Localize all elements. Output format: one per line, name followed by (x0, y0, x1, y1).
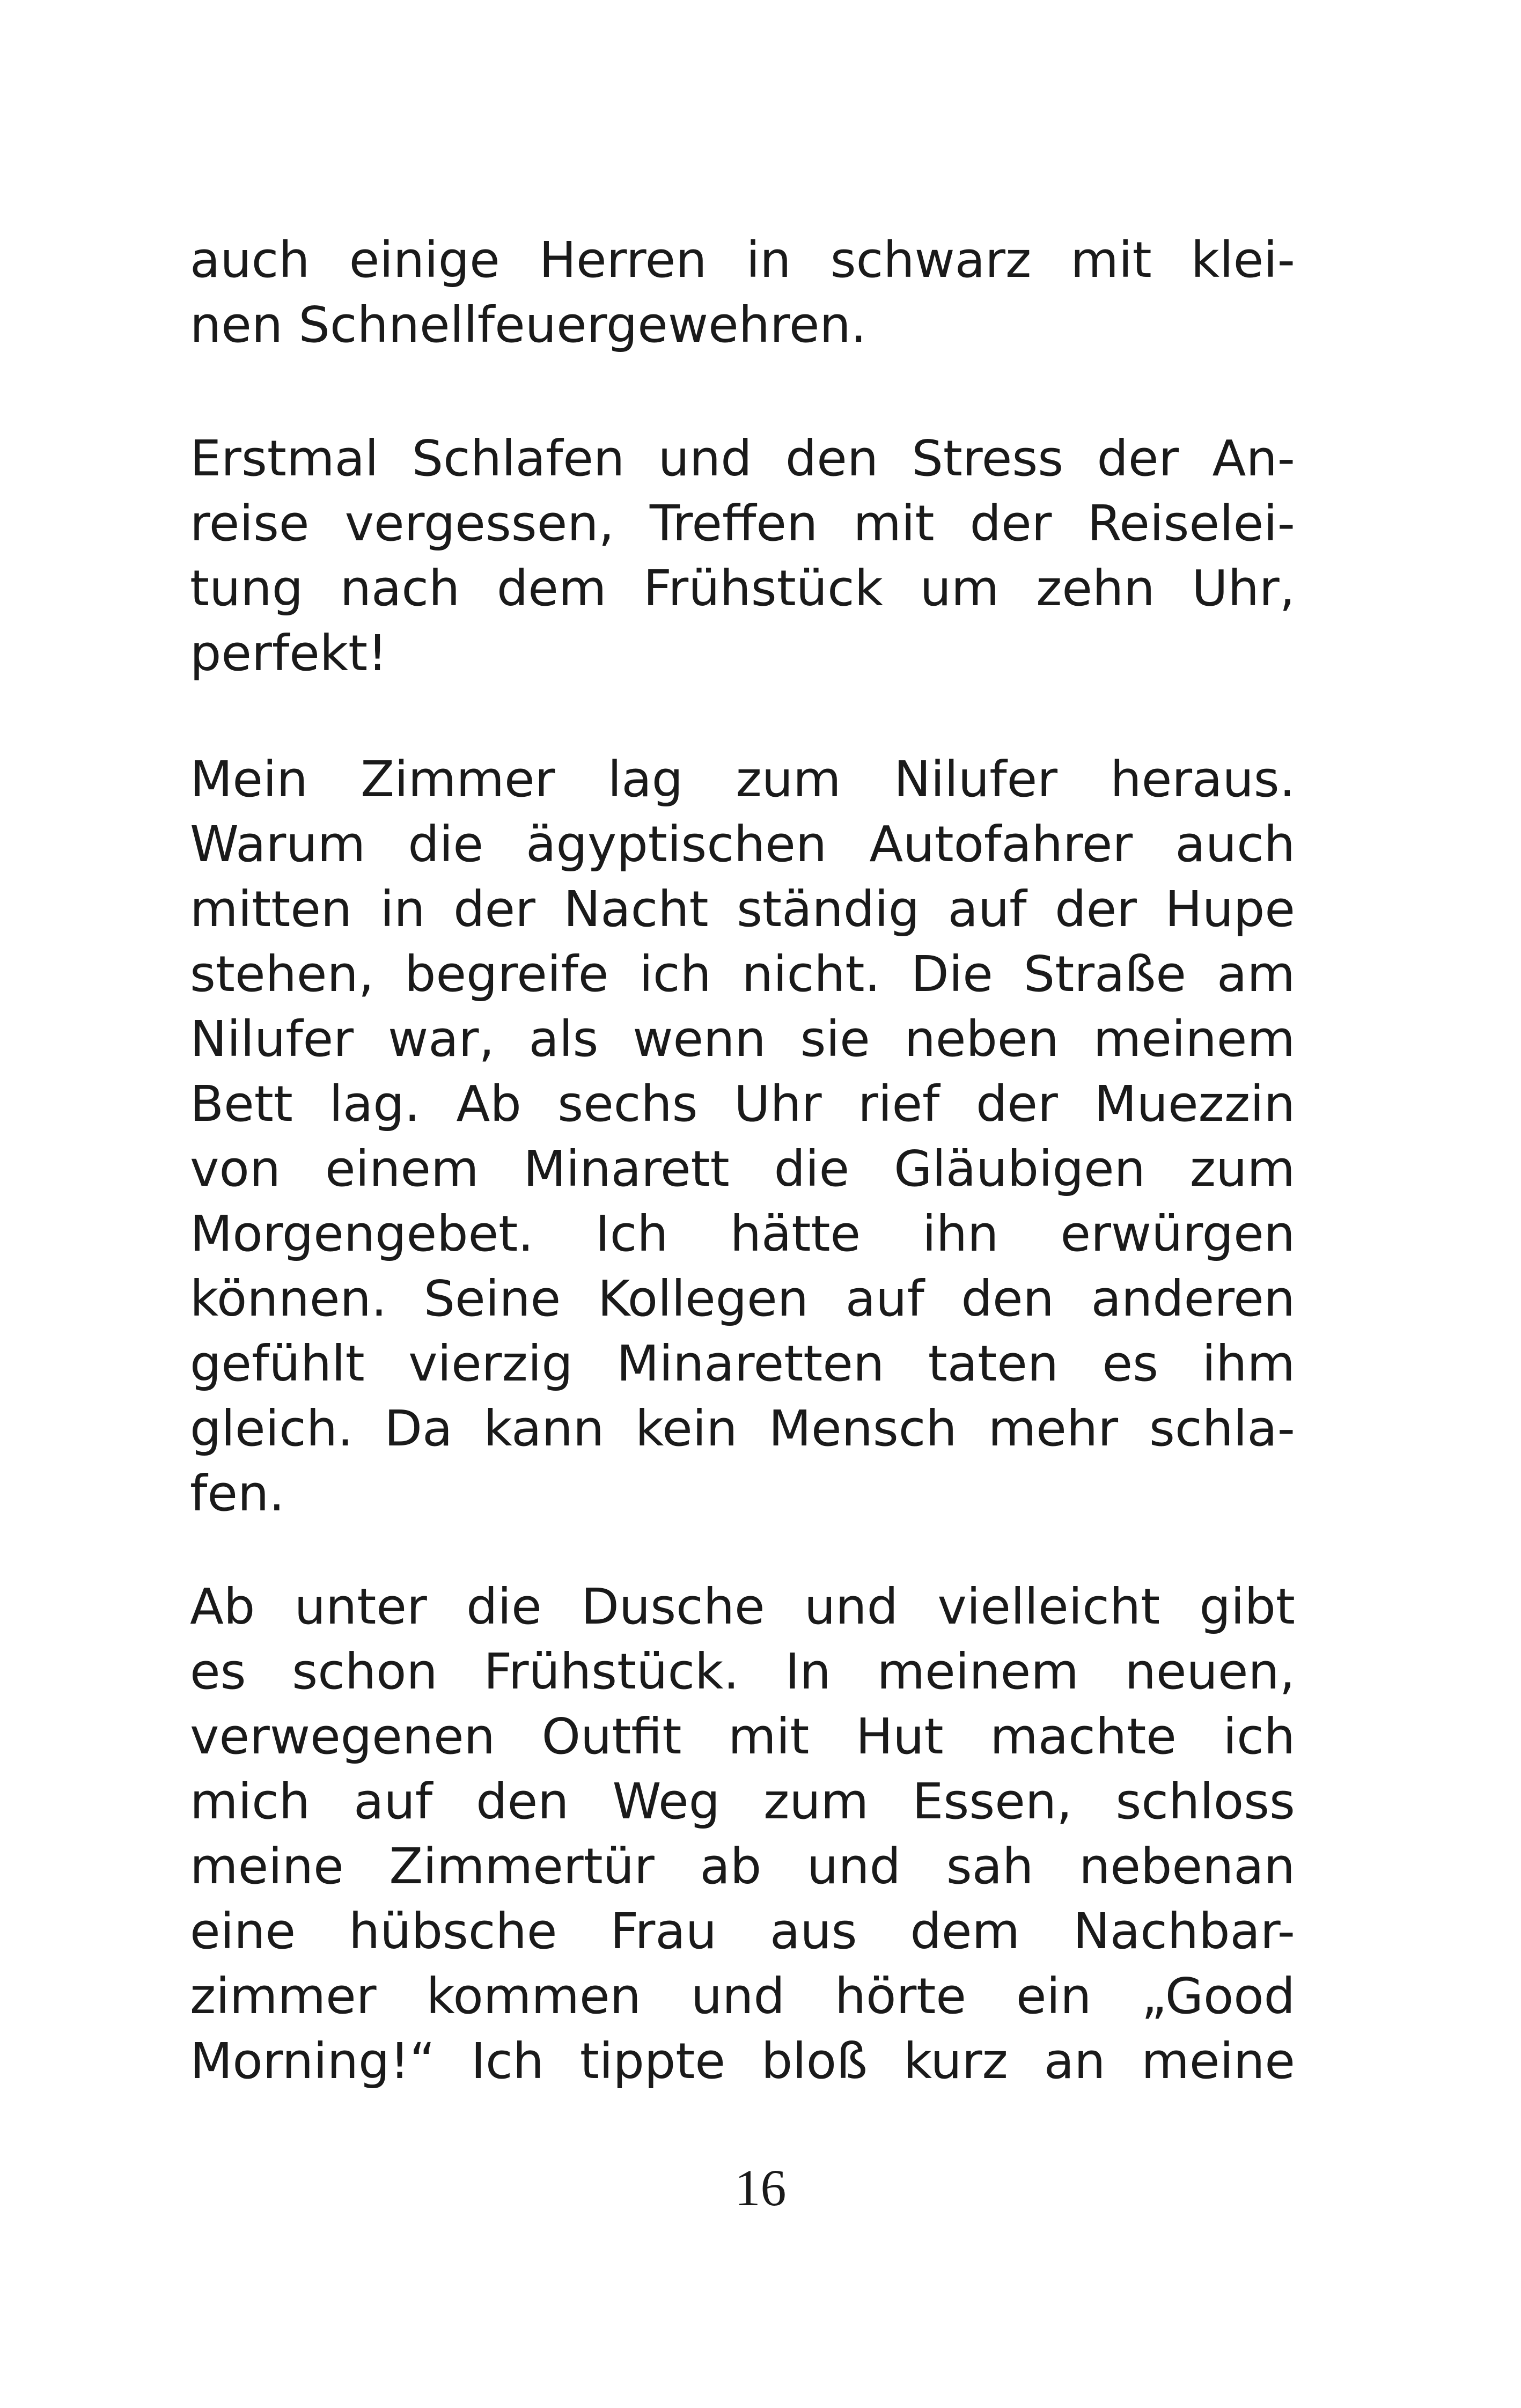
text-line: reise vergessen, Treffen mit der Reiselei- (190, 495, 1295, 552)
text-line: auch einige Herren in schwarz mit klei- (190, 231, 1295, 289)
text-line: es schon Frühstück. In meinem neuen, (190, 1643, 1295, 1700)
paragraph-4 (190, 1574, 1295, 2094)
page-number: 16 (734, 2159, 787, 2216)
text-line: eine hübsche Frau aus dem Nachbar- (190, 1903, 1295, 1960)
text-line: tung nach dem Frühstück um zehn Uhr, (190, 560, 1295, 617)
text-line: Morning!“ Ich tippte bloß kurz an meine (190, 2032, 1295, 2090)
text-line: stehen, begreife ich nicht. Die Straße am (190, 945, 1295, 1003)
text-line: mich auf den Weg zum Essen, schloss (190, 1773, 1295, 1830)
text-line: fen. (190, 1465, 285, 1522)
text-line: zimmer kommen und hörte ein „Good (190, 1967, 1295, 2025)
text-line: verwegenen Outfit mit Hut machte ich (190, 1708, 1295, 1765)
paragraph-3 (190, 747, 1295, 1526)
text-line: Warum die ägyptischen Autofahrer auch (190, 816, 1295, 873)
text-line: können. Seine Kollegen auf den anderen (190, 1270, 1295, 1327)
text-line: Mein Zimmer lag zum Nilufer heraus. (190, 751, 1295, 808)
text-line: nen Schnellfeuergewehren. (190, 296, 867, 354)
text-line: Morgengebet. Ich hätte ihn erwürgen (190, 1205, 1295, 1262)
paragraph-2 (190, 426, 1295, 686)
text-line: gefühlt vierzig Minaretten taten es ihm (190, 1335, 1295, 1392)
text-line: von einem Minarett die Gläubigen zum (190, 1140, 1295, 1198)
text-line: meine Zimmertür ab und sah nebenan (190, 1838, 1295, 1895)
text-line: Nilufer war, als wenn sie neben meinem (190, 1010, 1295, 1068)
paragraph-1 (190, 227, 1295, 357)
text-line: Ab unter die Dusche und vielleicht gibt (190, 1578, 1295, 1635)
text-line: Bett lag. Ab sechs Uhr rief der Muezzin (190, 1075, 1295, 1133)
text-line: Erstmal Schlafen und den Stress der An- (190, 430, 1295, 487)
text-line: mitten in der Nacht ständig auf der Hupe (190, 880, 1295, 938)
text-line: perfekt! (190, 625, 388, 682)
text-line: gleich. Da kann kein Mensch mehr schla- (190, 1400, 1295, 1457)
